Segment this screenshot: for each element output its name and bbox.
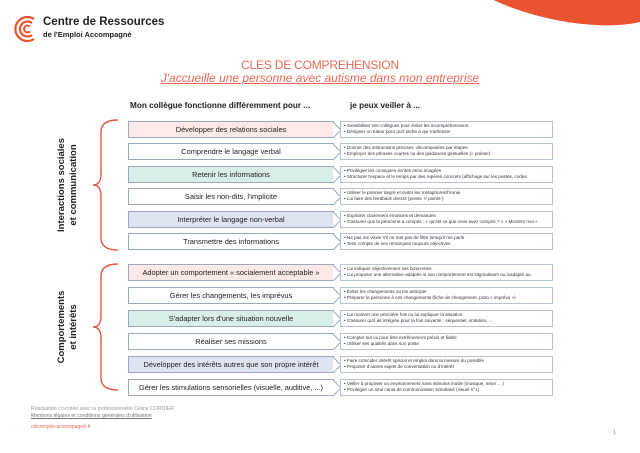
row-description xyxy=(340,287,553,304)
description-line: • Désigner un tuteur pour qu'il tache à qui s'adresser xyxy=(344,129,451,135)
table-row: Saisir les non-dits, l'implicite xyxy=(128,188,334,205)
description-line: • S'assurer qu'il ait intégrée pour la fois suivante : séquentiel, imitation, ... xyxy=(344,318,493,324)
description-line: • Lui montrer une première fois ou lui expliquer la situation xyxy=(344,312,463,317)
table-row: Développer des relations sociales xyxy=(128,121,334,138)
row-description xyxy=(340,333,553,350)
description-line: • Utiliser le premier degré et éviter les métaphores/l'ironie xyxy=(344,190,461,195)
footer-credit: Réalisation co-créée avec la professionnelle Céline CORDIER xyxy=(31,406,175,412)
description-line: • Éviter les changements ou les anticiper xyxy=(344,289,427,294)
table-row: Comprendre le langage verbal xyxy=(128,143,334,160)
description-line: • Expliciter clairement émotions et demandes xyxy=(344,213,436,218)
table-row: Gérer les stimulations sensorielles (visuelle, auditive, ...) xyxy=(128,379,334,396)
row-description xyxy=(340,211,553,228)
table-row: Interpréter le langage non-verbal xyxy=(128,211,334,228)
table-row: Réaliser ses missions xyxy=(128,333,334,350)
footer-legal-link[interactable]: Mentions légales et conditions générales d'utilisation xyxy=(31,413,152,419)
description-line: • Lui faire des feedback directs (points +/ points-) xyxy=(344,196,444,202)
row-description xyxy=(340,356,553,373)
row-description xyxy=(340,166,553,183)
description-line: • Veiller à proposer un environnement sans stimulus inutile (musique, néon ... ) xyxy=(344,381,504,386)
description-line: • Proposer d'autres sujets de conversation ou d'intérêt xyxy=(344,364,454,370)
description-line: • Ne pas me vexer s'il ne met pas de filtre lorsqu'il me parle xyxy=(344,235,465,240)
table-row: Développer des intérêts autres que son propre intérêt xyxy=(128,356,334,373)
row-description xyxy=(340,379,553,396)
description-line: • S'assurer que la personne a compris : « qu'est ce que vous avez compris ? » « Montrez moi » xyxy=(344,219,538,225)
page-subtitle: J'accueille une personne avec autisme dans mon entreprise xyxy=(160,71,480,85)
description-line: • Privilégier un seul canal de communication simultané (visuel n°1) xyxy=(344,387,480,393)
footer-site-link[interactable]: cdr.emploi-accompagné.fr xyxy=(31,424,91,430)
description-line: • Employer des phrases courtes ou des guidances gestuelles (« pointer) xyxy=(344,151,491,157)
description-line: • Sensibiliser ses collègues pour éviter les incompréhensions xyxy=(344,123,469,128)
left-column-header: Mon collègue fonctionne différemment pour ... xyxy=(130,101,311,110)
table-row: S'adapter lors d'une situation nouvelle xyxy=(128,310,334,327)
description-line: • Lui indiquer objectivement ses bizarreries xyxy=(344,266,432,271)
description-line: • Utiliser ses qualités dans son poste xyxy=(344,341,419,347)
description-line: • Donner des instructions précises, décomposées par étapes xyxy=(344,145,468,150)
row-description xyxy=(340,121,553,138)
description-line: • Lui proposer une alternative adaptée si son comportement est stigmatisant ou inadapté au xyxy=(344,272,531,278)
row-description xyxy=(340,264,553,281)
org-name: Centre de Ressources xyxy=(43,16,165,28)
description-line: • Privilégier les consignes écrites et/ou imagées xyxy=(344,168,442,173)
table-row: Transmettre des informations xyxy=(128,233,334,250)
row-description xyxy=(340,233,553,250)
row-description xyxy=(340,188,553,205)
description-line: • Structurer l'espace et le temps par des repères concrets (affichage sur les postes, codes xyxy=(344,174,527,180)
page-number: 1 xyxy=(613,430,617,436)
table-row: Gérer les changements, les imprévus xyxy=(128,287,334,304)
table-row: Adopter un comportement « socialement acceptable » xyxy=(128,264,334,281)
org-subtitle: de l'Emploi Accompagné xyxy=(43,30,132,39)
group-label-behaviour: Comportements et intérêts xyxy=(56,290,79,364)
row-description xyxy=(340,310,553,327)
row-description xyxy=(340,143,553,160)
description-line: • Compter sur lui pour être extrêmement précis et fiable xyxy=(344,335,457,340)
table-row: Retenir les informations xyxy=(128,166,334,183)
description-line: • Préparer la personne à ces changements (fiche de changement, picto « imprévu ») xyxy=(344,295,516,301)
page-title: CLES DE COMPREHENSION xyxy=(241,58,399,72)
right-column-header: je peux veiller à ... xyxy=(350,101,421,110)
group-label-social: Interactions sociales et communication xyxy=(56,138,79,232)
description-line: • Faire coïncider intérêt spécial et emploi dans la mesure du possible xyxy=(344,358,485,363)
description-line: • Tenir compte de ses remarques toujours objectives xyxy=(344,241,451,247)
